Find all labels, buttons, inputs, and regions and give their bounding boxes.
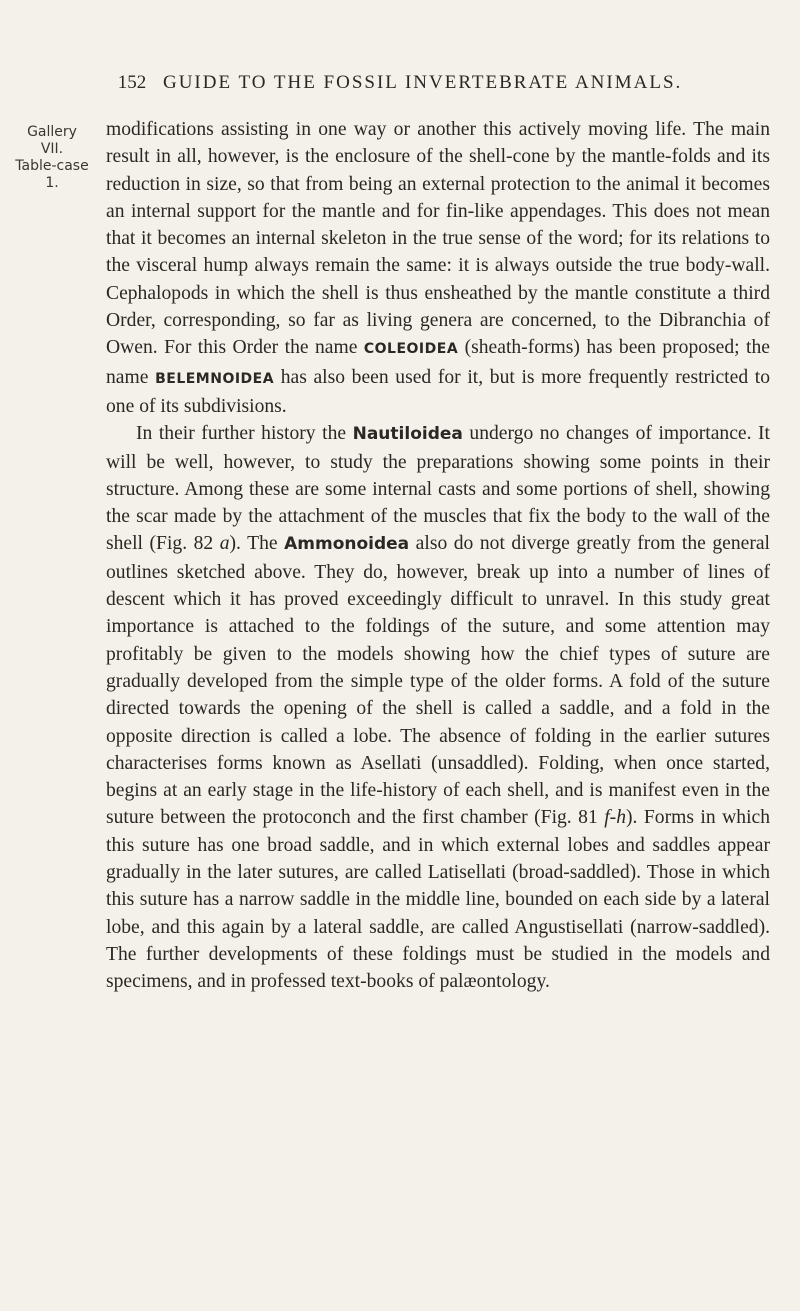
margin-note [12,124,92,192]
para1-text-b: (sheath-forms) has been proposed; the name [106,337,770,388]
para2-text-c: ). The [229,533,285,555]
para2-text-a: In their further history the [136,423,353,445]
figure-ref-81fh: f-h [604,807,626,829]
margin-note-gallery-number: VII. [40,141,64,157]
para2-text-e: ). Forms in which this suture has one broad saddle, and in which external lobes and saddles appear gradually in the later sutures, are called Latisellati (broad-saddled). Those in which this suture has a narrow saddle in the middle line, bounded on each side by a lateral lobe, and this again by a lateral saddle, are called Angustisellati (narrow-saddled). The further developments of these foldings must be studied in the models and specimens, and in professed text-books of palæontology. [106,807,771,993]
margin-note-gallery: Gallery [27,124,77,140]
para1-text-a: modifications assisting in one way or another this actively moving life. The main result in all, however, is the enclosure of the shell-cone by the mantle-folds and its reduction in size, so that from being an external protection to the animal it becomes an internal support for the mantle and for fin-like appendages. This does not mean that it becomes an internal skeleton in the true sense of the word; for its relations to the visceral hump always remain the same: it is always outside the true body-wall. Cephalopods in which the shell is thus ensheathed by the mantle constitute a third Order, corresponding, so far as living genera are concerned, to the Dibranchia of Owen. For this Order the name [106,119,770,359]
running-title: GUIDE TO THE FOSSIL INVERTEBRATE ANIMALS. [162,72,683,93]
term-nautiloidea: Nautiloidea [352,424,463,445]
paragraph-2 [106,420,770,995]
para1-text-c: has also been used for it, but is more frequently restricted to one of its subdivisions. [106,366,770,417]
paragraph-1 [106,116,770,420]
margin-note-table-case-number: 1. [45,175,59,191]
figure-ref-82a: a [219,533,230,555]
margin-note-table-case: Table-case [15,158,89,174]
term-belemnoidea: BELEMNOIDEA [155,370,275,387]
running-header [0,72,800,94]
term-ammonoidea: Ammonoidea [284,534,410,555]
para2-text-b: undergo no changes of importance. It will be well, however, to study the preparations showing some points in their structure. Among these are some internal casts and some portions of shell, showing the scar made by the attachment of the muscles that fix the body to the wall of the shell (Fig. 82 [106,423,770,555]
para2-text-d: also do not diverge greatly from the general outlines sketched above. They do, however, break up into a number of lines of descent which it has proved exceedingly difficult to unravel. In this study great importance is attached to the foldings of the suture, and some attention may profitably be given to the models showing how the chief types of suture are gradually developed from the simple type of the older forms. A fold of the suture directed towards the opening of the shell is called a saddle, and a fold in the opposite direction is called a lobe. The absence of folding in the earlier sutures characterises forms known as Asellati (unsaddled). Folding, when once started, begins at an early stage in the life-history of each shell, and is manifest even in the suture between the protoconch and the first chamber (Fig. 81 [106,533,770,829]
page-number: 152 [117,72,147,93]
term-coleoidea: COLEOIDEA [363,341,459,358]
body-text [106,116,770,996]
